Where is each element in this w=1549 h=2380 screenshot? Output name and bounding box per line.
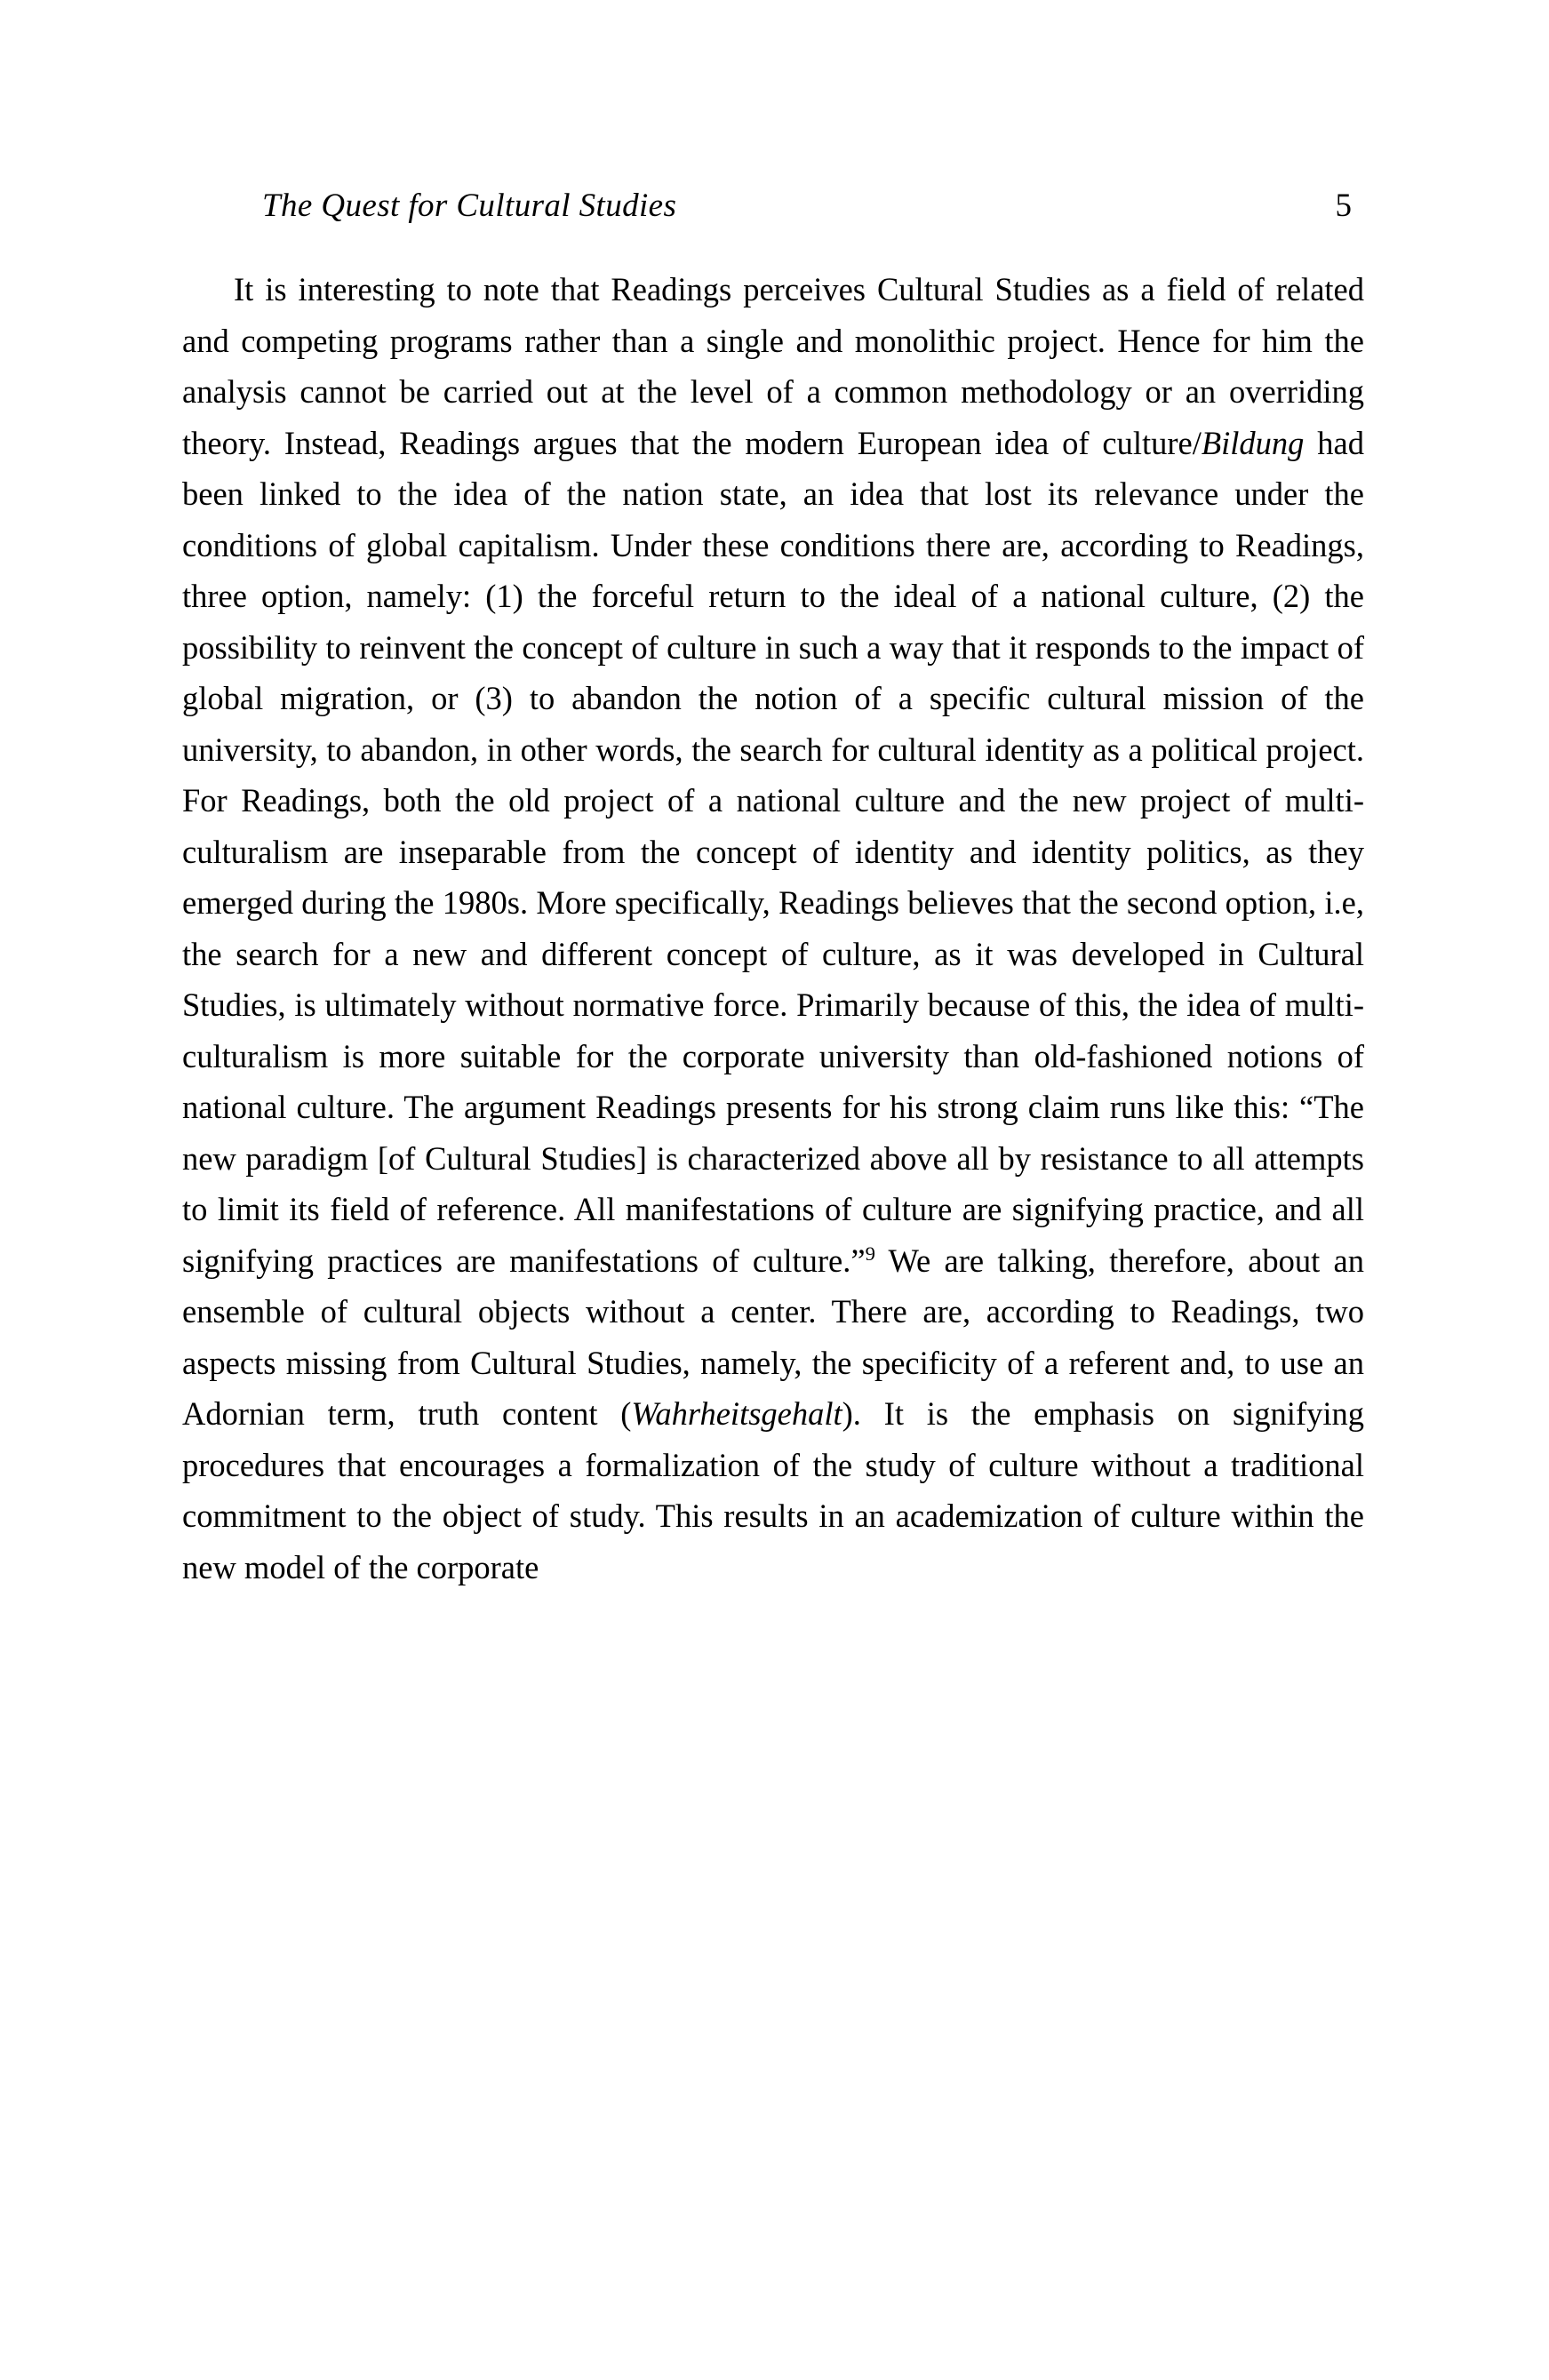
running-head-title: The Quest for Cultural Studies bbox=[262, 188, 677, 224]
text-run: had been linked to the idea of the nation state, an idea that lost its relevance under the conditions of global capitalism. Under these conditions there are, according to Readings, three option, namely: (1) the forceful return to the ideal of a national culture, (2) the possibility to reinvent the concept of culture in such a way that it responds to the impact of global migration, or (3) to abandon the notion of a specific cultural mission of the university, to abandon, in other words, the search for cultural identity as a political project. For Readings, both the old project of a national culture and the new project of multi-culturalism are inseparable from the concept of identity and identity politics, as they emerged during the 1980s. More specifically, Readings believes that the second option, i.e, the search for a new and different concept of culture, as it was developed in Cultural Studies, is ultimately without normative force. Primarily because of this, the idea of multi-culturalism is more suitable for the corporate university than old-fashioned notions of national culture. The argument Readings presents for his strong claim runs like this: “The new paradigm [of Cultural Studies] is characterized above all by resistance to all attempts to limit its field of reference. All manifestations of culture are signifying practice, and all signifying practices are manifestations of culture.” bbox=[182, 424, 1364, 1279]
text-run: ). It is the emphasis on signifying procedures that encourages a formalization of the study of culture without a traditional commitment to the object of study. This results in an academization of culture within the new model of the corporate bbox=[182, 1395, 1364, 1585]
running-head bbox=[182, 187, 1364, 225]
body-text bbox=[182, 264, 1364, 1593]
italic-text: Wahrheitsgehalt bbox=[631, 1395, 842, 1432]
page-content bbox=[182, 187, 1364, 1593]
text-run: It is interesting to note that Readings perceives Cultural Studies as a field of related and competing programs rather than a single and monolithic project. Hence for him the analysis cannot be carried out at the level of a common methodology or an overriding theory. Instead, Readings argues that the modern European idea of culture/ bbox=[182, 271, 1364, 461]
italic-text: Bildung bbox=[1201, 424, 1305, 461]
text-run: We are talking, therefore, about an ensemble of cultural objects without a center. There are, according to Readings, two aspects missing from Cultural Studies, namely, the specificity of a referent and, to use an Adornian term, truth content ( bbox=[182, 1242, 1365, 1432]
paragraph bbox=[182, 264, 1364, 1593]
footnote-marker: 9 bbox=[865, 1242, 875, 1265]
page-number: 5 bbox=[1335, 188, 1352, 224]
